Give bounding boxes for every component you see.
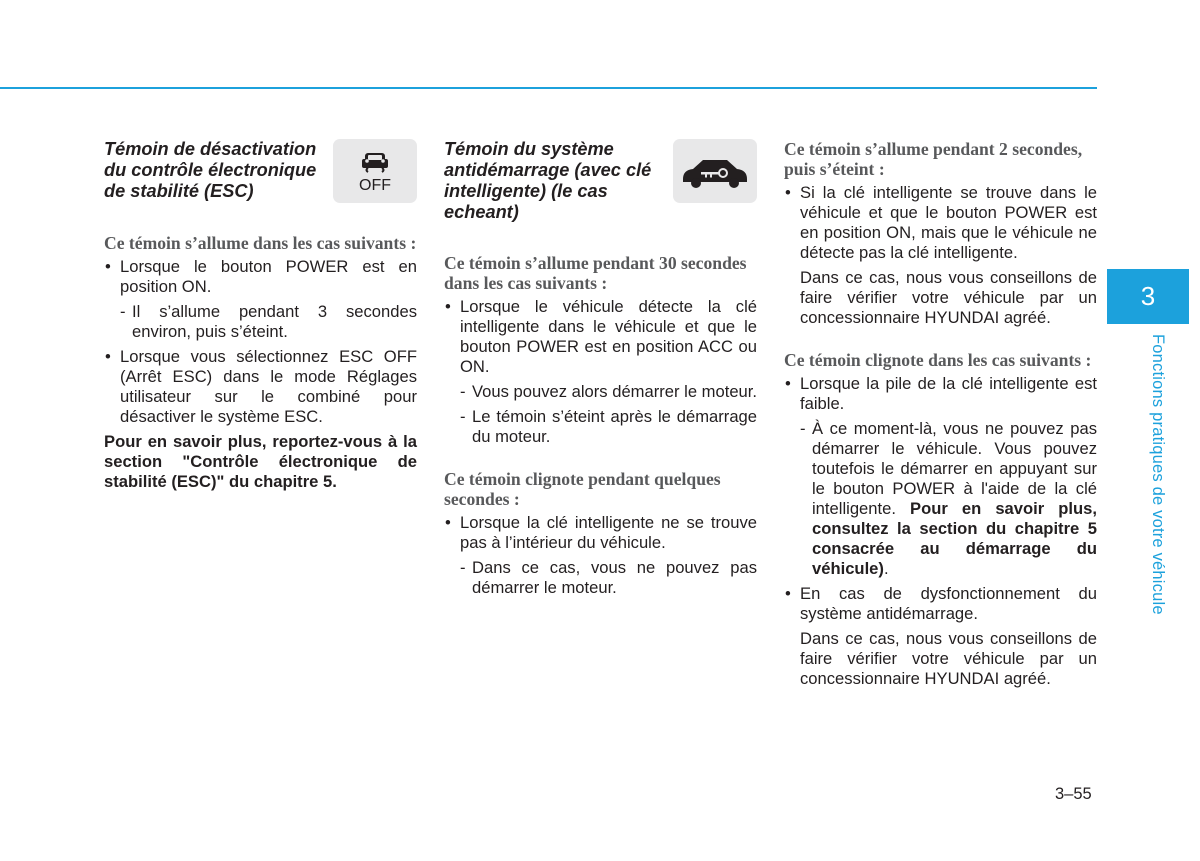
dash-item: [444, 558, 757, 598]
dash-bold-reference: Pour en savoir plus, consultez la section du chapitre 5 consacrée au démarrage du véhicule): [812, 499, 1097, 578]
section-title: Témoin de désactivation du contrôle électronique de stabilité (ESC): [104, 139, 317, 201]
dash-text: Vous pouvez alors démarrer le moteur.: [472, 382, 758, 401]
chapter-side-title: Fonctions pratiques de votre véhicule: [1149, 334, 1167, 615]
chapter-tab: 3: [1107, 269, 1189, 324]
dash-item: [444, 407, 757, 447]
dash-item: [784, 419, 1097, 579]
subheading: Ce témoin s’allume pendant 30 secondes dans les cas suivants :: [444, 253, 747, 293]
bullet-item: • Lorsque le véhicule détecte la clé intelligente dans le véhicule et que le bouton POWER est en position ACC ou ON.: [444, 297, 757, 377]
paragraph: Dans ce cas, nous vous conseillons de faire vérifier votre véhicule par un concessionnaire HYUNDAI agréé.: [800, 268, 1097, 327]
icon-off-label: OFF: [359, 177, 391, 194]
bullet-item: • Lorsque vous sélectionnez ESC OFF (Arrêt ESC) dans le mode Réglages utilisateur sur le combiné pour désactiver le système ESC.: [104, 347, 417, 427]
bullet-item: • En cas de dysfonctionnement du système antidémarrage.: [784, 584, 1097, 624]
dash-text: Dans ce cas, vous ne pouvez pas démarrer le moteur.: [472, 558, 757, 597]
dash-marker: -: [800, 419, 806, 438]
reference-note: Pour en savoir plus, reportez-vous à la section "Contrôle électronique de stabilité (ESC)" du chapitre 5.: [104, 432, 417, 491]
subheading: Ce témoin s’allume dans les cas suivants :: [104, 233, 417, 253]
section-header: [104, 139, 417, 203]
dash-text: Il s’allume pendant 3 secondes environ, puis s’éteint.: [132, 302, 417, 341]
header-rule: [0, 87, 1097, 89]
page-number: 3–55: [1055, 785, 1092, 803]
subheading: Ce témoin clignote pendant quelques secondes :: [444, 469, 721, 509]
dash-text: À ce moment-là, vous ne pouvez pas démarrer le véhicule. Vous pouvez toutefois le démarrer en appuyant sur le bouton POWER à l'aide de la clé intelligente.: [812, 419, 1097, 518]
bullet-item: • Lorsque la clé intelligente ne se trouve pas à l’intérieur du véhicule.: [444, 513, 757, 553]
dash-marker: -: [460, 382, 466, 401]
subheading: Ce témoin s’allume pendant 2 secondes, puis s’éteint :: [784, 139, 1083, 179]
dash-text-end: .: [883, 559, 889, 578]
immobilizer-key-car-icon: [673, 139, 757, 203]
bullet-item: • Si la clé intelligente se trouve dans le véhicule et que le bouton POWER est en position ON, mais que le véhicule ne détecte pas la clé intelligente.: [784, 183, 1097, 263]
bullet-item: • Lorsque la pile de la clé intelligente est faible.: [784, 374, 1097, 414]
dash-text: Le témoin s’éteint après le démarrage du moteur.: [472, 407, 757, 446]
section-header: [444, 139, 757, 223]
dash-marker: -: [460, 407, 466, 426]
esc-off-indicator-icon: [333, 139, 417, 203]
section-title: Témoin du système antidémarrage (avec clé intelligente) (le cas echeant): [444, 139, 652, 222]
dash-marker: -: [460, 558, 466, 577]
dash-item: [444, 382, 757, 402]
dash-item: [104, 302, 417, 342]
subheading: Ce témoin clignote dans les cas suivants :: [784, 350, 1092, 370]
bullet-item: • Lorsque le bouton POWER est en position ON.: [104, 257, 417, 297]
column-immobilizer: [444, 139, 757, 603]
column-immobilizer-cont: [784, 139, 1097, 700]
dash-marker: -: [120, 302, 126, 321]
paragraph: Dans ce cas, nous vous conseillons de faire vérifier votre véhicule par un concessionnaire HYUNDAI agréé.: [800, 629, 1097, 688]
column-esc-off: [104, 139, 417, 492]
